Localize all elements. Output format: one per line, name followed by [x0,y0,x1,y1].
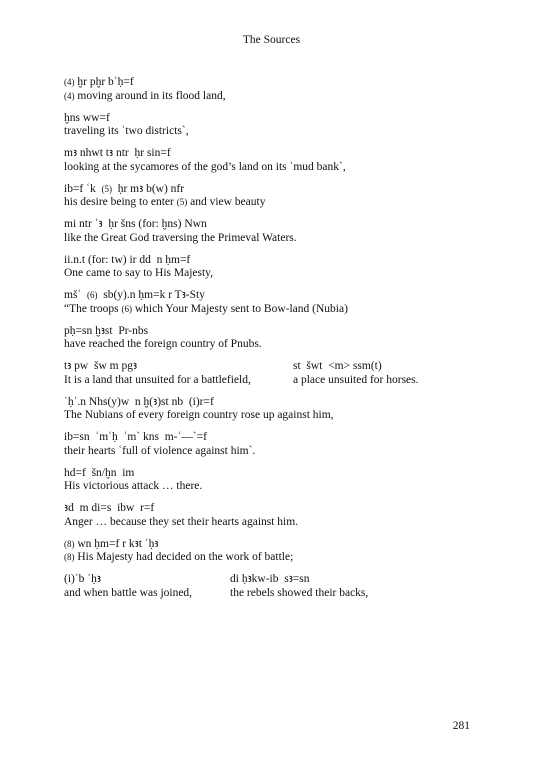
stanza-two-column [64,360,484,387]
page-body [64,76,484,609]
page-number: 281 [452,720,470,732]
transliteration-line [64,538,484,552]
column-1-text: It is a land that unsuited for a battlefield, [64,373,251,386]
column-2-text: di ḥꜣkw-ib sꜣ=sn [230,573,310,585]
stanza [64,289,484,316]
column-2-text: st šwt <m> ssm(t) [293,360,382,372]
stanza [64,431,484,458]
translation-text: his desire being to enter [64,196,177,208]
transliteration-text: wn ḥm=f r kꜣt ʿḥꜣ [74,537,159,550]
translation-text: moving around in its flood land, [74,89,226,102]
transliteration-line: ii.n.t (for: tw) ir dd n ḥm=f [64,253,191,266]
translation-line [64,551,484,565]
transliteration-line: pḥ=sn ḫꜣst Pr-nbs [64,324,149,337]
translation-line: The Nubians of every foreign country rose up against him, [64,409,334,421]
stanza [64,325,484,352]
translation-text: “The troops [64,302,122,315]
translation-line: looking at the sycamores of the god’s land on its ʿmud bankˋ, [64,160,346,173]
line-number: (6) [87,290,98,300]
translation-line [64,90,484,104]
column-1-text: and when battle was joined, [64,586,193,599]
stanza [64,467,484,494]
translation-line [64,196,484,210]
translation-line: One came to say to His Majesty, [64,267,214,279]
transliteration-line [64,573,484,587]
transliteration-text: ḥr mꜣ b(w) nfr [111,182,185,195]
stanza [64,147,484,174]
stanza [64,218,484,245]
column-1-text: (i)ʿb ʿḥꜣ [64,573,101,585]
translation-line: their hearts ʿfull of violence against himˋ. [64,444,256,457]
line-number: (6) [121,303,132,314]
transliteration-text: ib=f ʿk [64,182,102,195]
transliteration-line: ib=sn ʿmʿḥ ʿmˋ kns m-ʿ—ˋ=f [64,431,207,443]
stanza [64,254,484,281]
line-number: (4) [64,77,75,87]
transliteration-line: ḫns ww=f [64,111,110,124]
transliteration-line: mi ntr ʿꜣ ḥr šns (for: ḫns) Nwn [64,218,207,230]
line-number: (5) [176,197,188,207]
column-1-text: tꜣ pw šw m pgꜣ [64,360,138,372]
line-number: (8) [64,538,75,549]
transliteration-line: hd=f šn/ḫn im [64,466,135,479]
transliteration-line: mꜣ nhwt tꜣ ntr ḥr sin=f [64,147,171,159]
transliteration-text: mšʿ [64,289,87,301]
stanza-two-column [64,573,484,600]
translation-text: which Your Majesty sent to Bow-land (Nubia) [131,302,348,315]
stanza [64,112,484,139]
transliteration-line [64,360,484,374]
translation-line: like the Great God traversing the Primeval Waters. [64,231,297,244]
line-number: (5) [101,183,112,194]
stanza [64,538,484,565]
column-2-text: the rebels showed their backs, [230,586,369,599]
transliteration-line [64,289,484,303]
running-head: The Sources [242,34,301,46]
stanza [64,183,484,210]
transliteration-line [64,183,484,197]
transliteration-line [64,76,484,90]
stanza [64,396,484,423]
translation-line [64,587,484,601]
translation-line: have reached the foreign country of Pnubs. [64,338,262,350]
translation-line [64,374,484,388]
stanza [64,76,484,103]
translation-text: His Majesty had decided on the work of battle; [74,551,294,563]
translation-line: Anger … because they set their hearts against him. [64,515,299,528]
transliteration-line: ꜣd m di=s ibw r=f [64,502,155,514]
transliteration-line: ʿḥʿ.n Nhs(y)w n ḫ(ꜣ)st nb (i)r=f [64,395,214,408]
transliteration-text: sb(y).n ḥm=k r Tꜣ-Sty [97,289,205,301]
column-2-text: a place unsuited for horses. [293,373,419,386]
stanza [64,502,484,529]
translation-line: His victorious attack … there. [64,480,203,492]
translation-line: traveling its ʿtwo districtsˋ, [64,125,189,137]
translation-line [64,303,484,317]
translation-text: and view beauty [187,196,266,208]
line-number: (8) [64,552,75,562]
line-number: (4) [64,90,75,101]
transliteration-text: ḫr pḫr bʿḥ=f [74,76,134,88]
